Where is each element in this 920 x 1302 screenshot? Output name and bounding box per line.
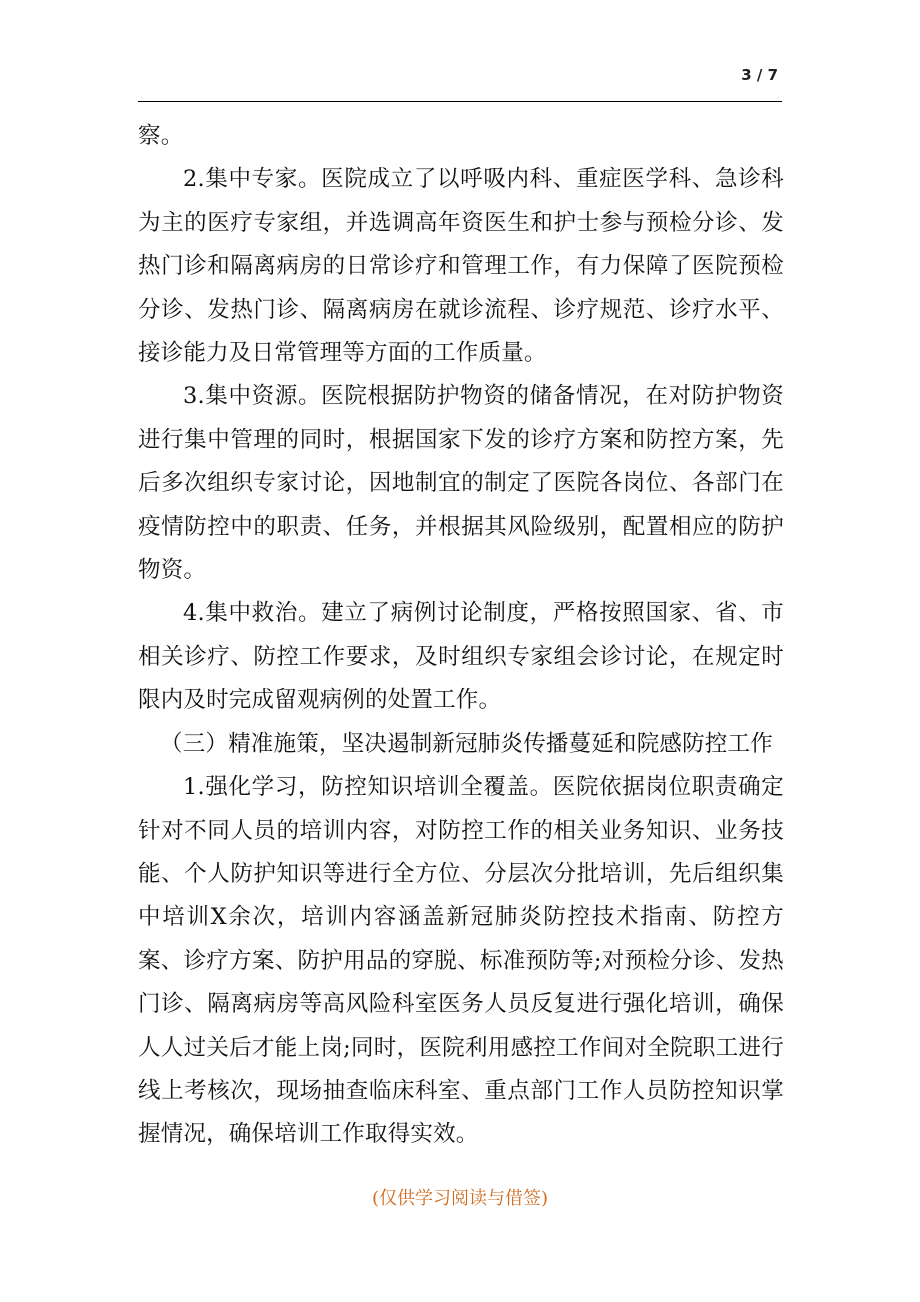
- footer-note: (仅供学习阅读与借签): [371, 1188, 549, 1209]
- section-heading: （三）精准施策，坚决遏制新冠肺炎传播蔓延和院感防控工作: [160, 730, 773, 757]
- paragraph-treatment: 4.集中救治。建立了病例讨论制度，严格按照国家、省、市相关诊疗、防控工作要求，及时组织专家组会诊讨论，在规定时限内及时完成留观病例的处置工作。: [138, 600, 784, 714]
- paragraph-resources: 3.集中资源。医院根据防护物资的储备情况，在对防护物资进行集中管理的同时，根据国家下发的诊疗方案和防控方案，先后多次组织专家讨论，因地制宜的制定了医院各岗位、各部门在疫情防控中的职责、任务，并根据其风险级别，配置相应的防护物资。: [138, 383, 784, 584]
- header-divider: [138, 101, 782, 102]
- paragraph-experts: 2.集中专家。医院成立了以呼吸内科、重症医学科、急诊科为主的医疗专家组，并选调高年资医生和护士参与预检分诊、发热门诊和隔离病房的日常诊疗和管理工作，有力保障了医院预检分诊、发热门诊、隔离病房在就诊流程、诊疗规范、诊疗水平、接诊能力及日常管理等方面的工作质量。: [138, 166, 784, 367]
- paragraph-training: 1.强化学习，防控知识培训全覆盖。医院依据岗位职责确定针对不同人员的培训内容，对防控工作的相关业务知识、业务技能、个人防护知识等进行全方位、分层次分批培训，先后组织集中培训X余次，培训内容涵盖新冠肺炎防控技术指南、防控方案、诊疗方案、防护用品的穿脱、标准预防等;对预检分诊、发热门诊、隔离病房等高风险科室医务人员反复进行强化培训，确保人人过关后才能上岗;同时，医院利用感控工作间对全院职工进行线上考核次，现场抽查临床科室、重点部门工作人员防控知识掌握情况，确保培训工作取得实效。: [138, 774, 784, 1148]
- page-number: 3 / 7: [741, 66, 778, 84]
- paragraph-continuation: 察。: [138, 123, 184, 149]
- document-body: [138, 115, 784, 1157]
